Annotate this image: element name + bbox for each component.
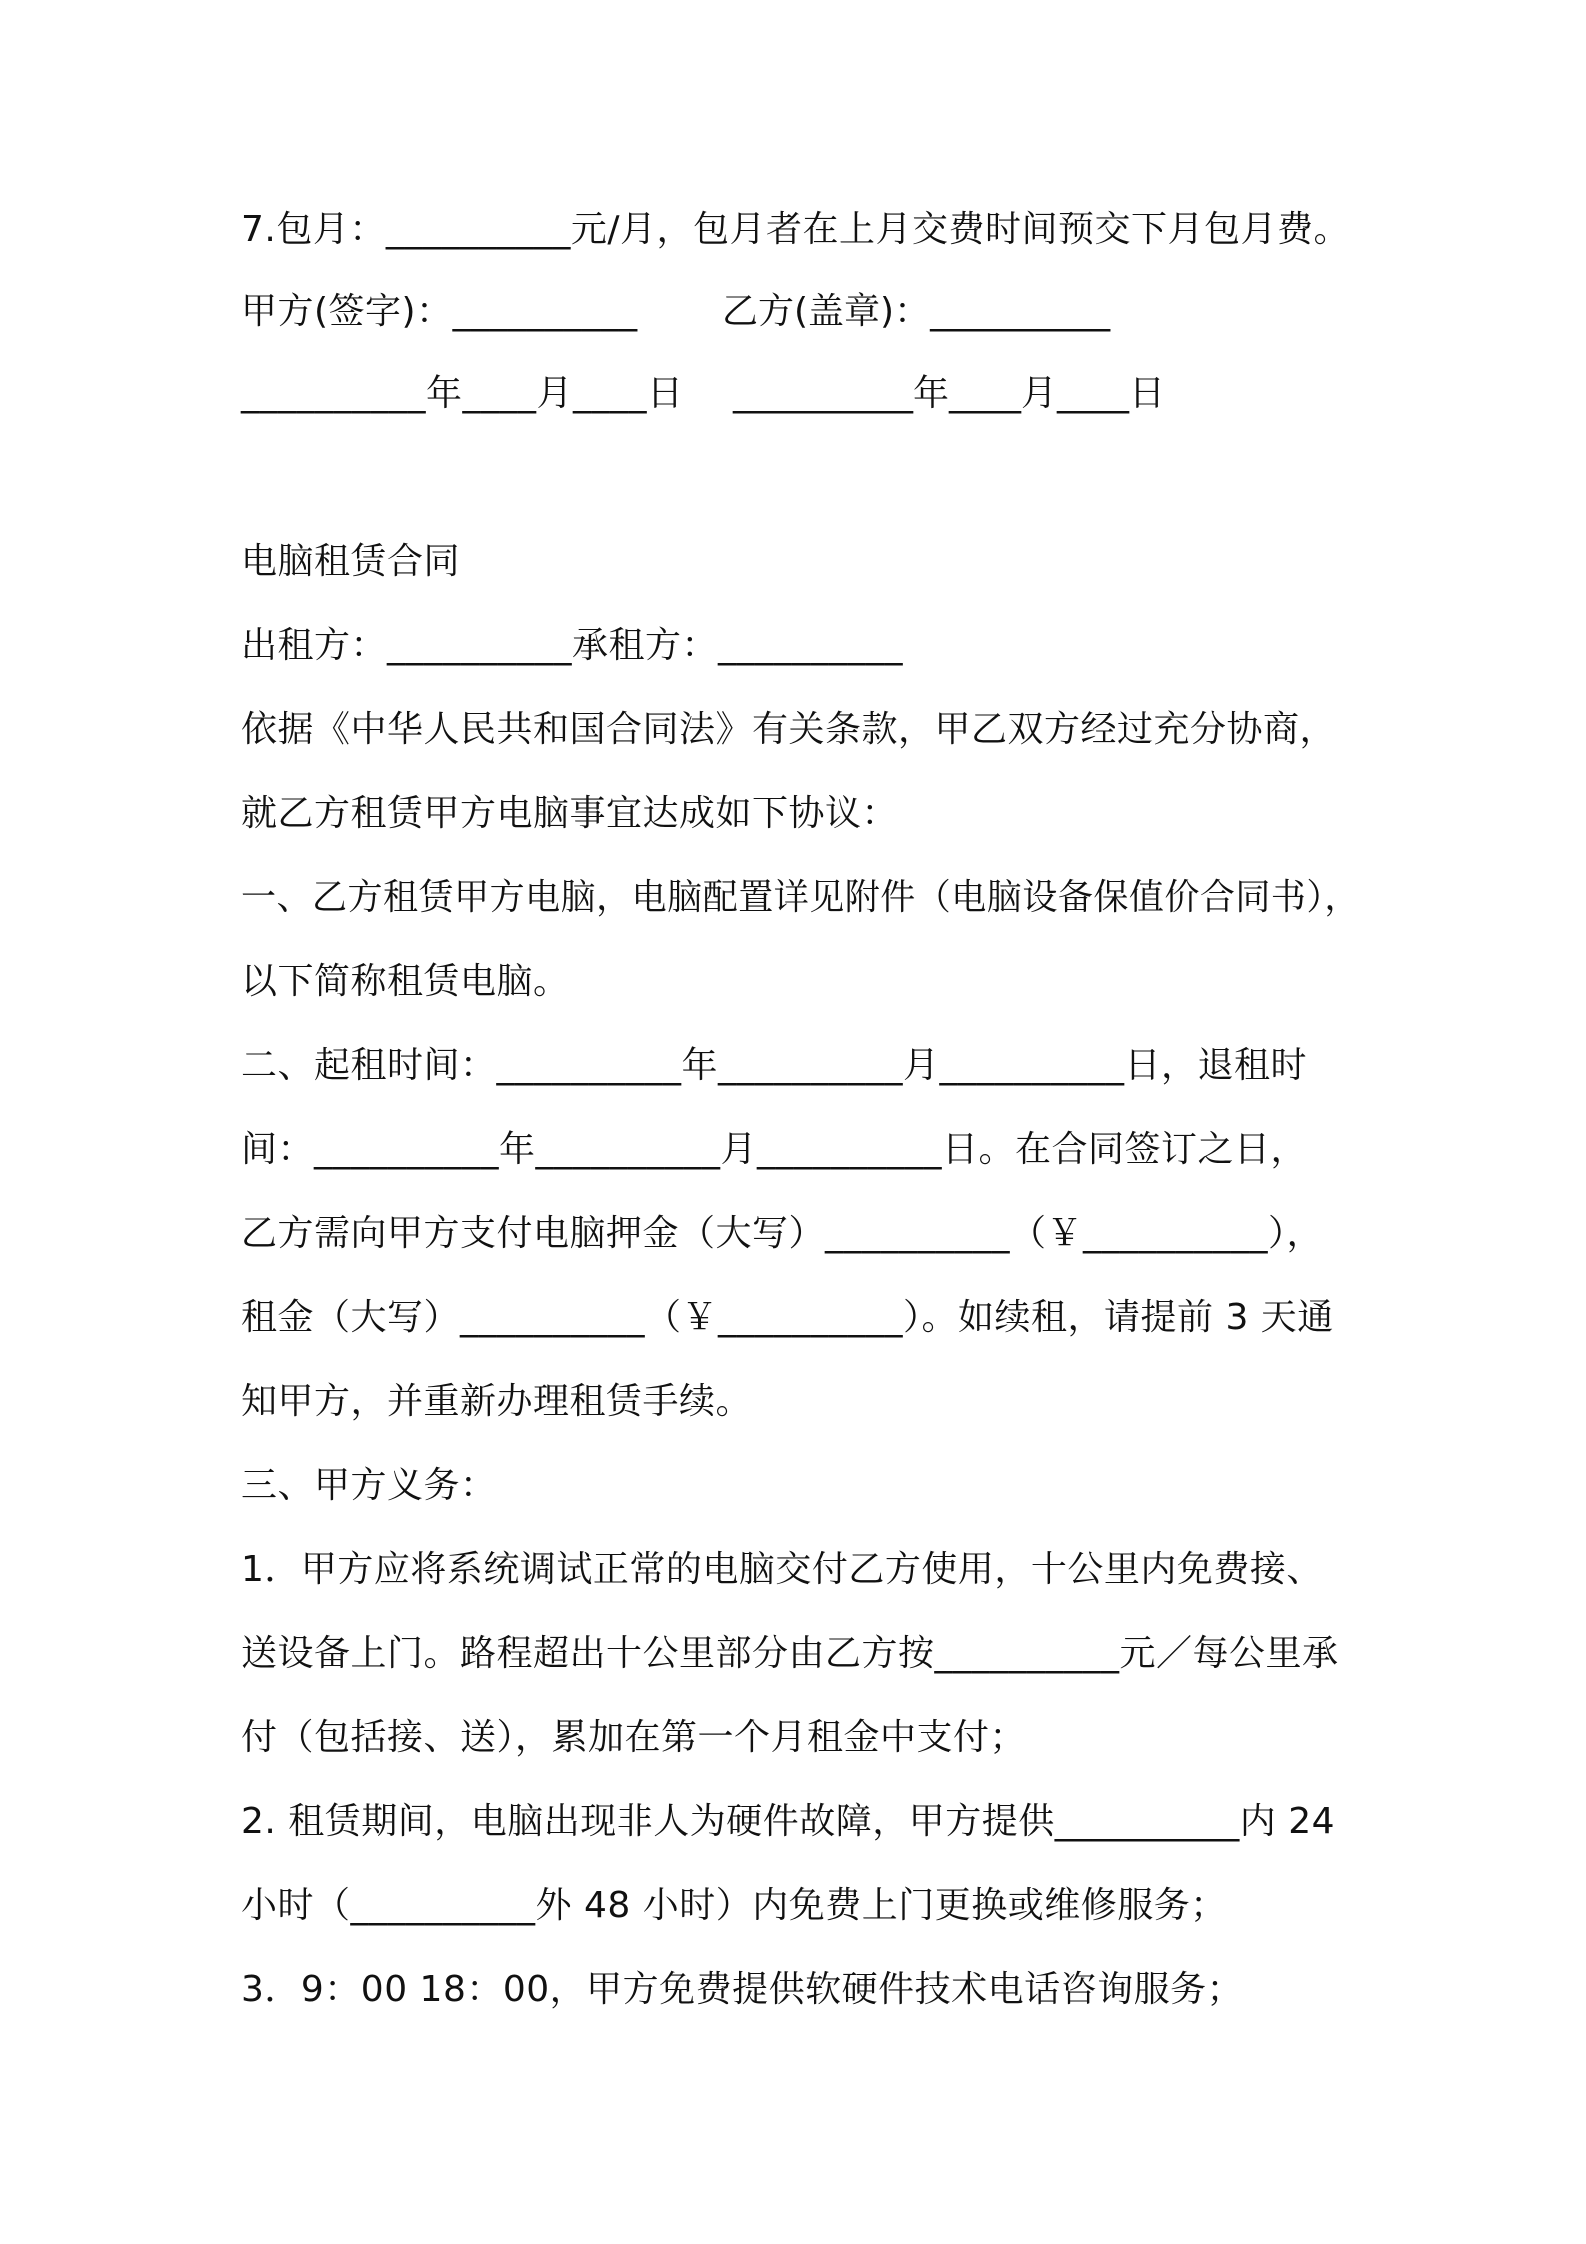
monthly-package-clause: 7.包月：__________元/月，包月者在上月交费时间预交下月包月费。	[241, 209, 1350, 250]
party-b-date: __________年____月____日	[733, 373, 1165, 414]
duty-item-1: 1．甲方应将系统调试正常的电脑交付乙方使用，十公里内免费接、	[241, 1549, 1323, 1590]
clause-one: 一、乙方租赁甲方电脑，电脑配置详见附件（电脑设备保值价合同书），	[241, 877, 1360, 918]
party-b-seal: 乙方(盖章)：__________	[722, 291, 1111, 332]
lessor-lessee-line: 出租方：__________承租方：__________	[241, 625, 904, 666]
party-a-signature: 甲方(签字)：__________	[241, 291, 638, 332]
paragraph-line: 付（包括接、送），累加在第一个月租金中支付；	[241, 1717, 1027, 1758]
paragraph-line: 送设备上门。路程超出十公里部分由乙方按__________元／每公里承	[241, 1633, 1339, 1674]
paragraph-line: 乙方需向甲方支付电脑押金（大写）__________（￥__________），	[241, 1213, 1324, 1254]
duty-item-2: 2. 租赁期间，电脑出现非人为硬件故障，甲方提供__________内 24	[241, 1801, 1336, 1842]
paragraph-line: 知甲方，并重新办理租赁手续。	[241, 1381, 753, 1422]
paragraph-line: 以下简称租赁电脑。	[241, 961, 570, 1002]
contract-title: 电脑租赁合同	[241, 541, 461, 582]
clause-two: 二、起租时间：__________年__________月__________日，退租时	[241, 1045, 1308, 1086]
duty-item-3: 3．9：00 18：00，甲方免费提供软硬件技术电话咨询服务；	[241, 1969, 1244, 2010]
paragraph-line: 间：__________年__________月__________日。在合同签订之日，	[241, 1129, 1308, 1170]
party-a-date: __________年____月____日	[241, 373, 684, 414]
paragraph-line: 小时（__________外 48 小时）内免费上门更换或维修服务；	[241, 1885, 1227, 1926]
clause-three-heading: 三、甲方义务：	[241, 1465, 497, 1506]
paragraph-line: 租金（大写）__________（￥__________）。如续租，请提前 3 天通	[241, 1297, 1334, 1338]
paragraph-line: 就乙方租赁甲方电脑事宜达成如下协议：	[241, 793, 899, 834]
paragraph-line: 依据《中华人民共和国合同法》有关条款，甲乙双方经过充分协商，	[241, 709, 1337, 750]
